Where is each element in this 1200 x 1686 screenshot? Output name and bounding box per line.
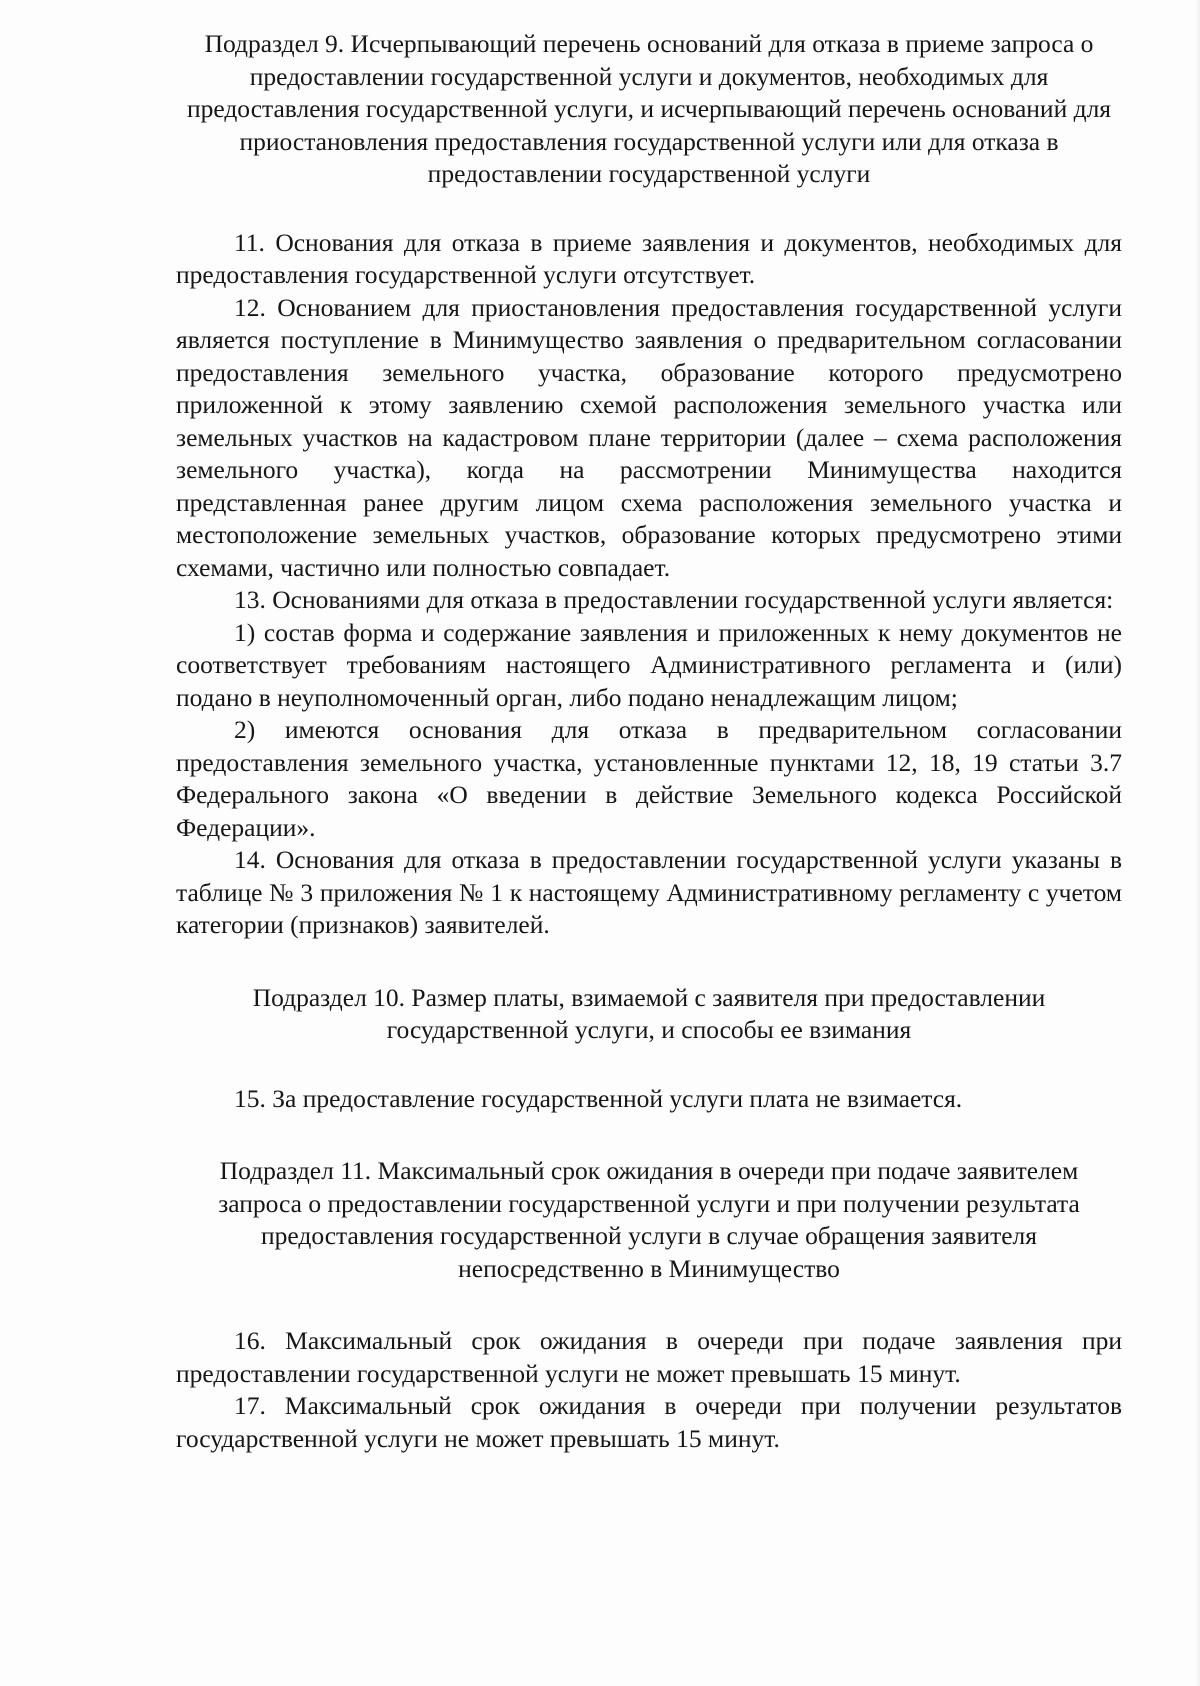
paragraph-16: 16. Максимальный срок ожидания в очереди при подаче заявления при предоставлении государственной услуги не может превышать 15 минут. [176,1326,1122,1388]
subsection-11-heading: Подраздел 11. Максимальный срок ожидания в очереди при подаче заявителем запроса о предоставлении государственной услуги и при получении результата предоставления государственной услуги в случае обращения заявителя непосредственно в Минимущество [218,1156,1080,1283]
subsection-10-heading: Подраздел 10. Размер платы, взимаемой с заявителя при предоставлении государственной услуги, и способы ее взимания [252,982,1046,1044]
subsection-9-heading: Подраздел 9. Исчерпывающий перечень оснований для отказа в приеме запроса о предоставлении государственной услуги и документов, необходимых для предоставления государственной услуги, и исчерпывающий перечень оснований для приостановления предоставления государственной услуги или для отказа в предоставлении государственной услуги [186,29,1112,188]
document-body [176,28,1122,1455]
spacer [176,1115,1122,1155]
paragraph-14: 14. Основания для отказа в предоставлении государственной услуги указаны в таблице № 3 приложения № 1 к настоящему Административному регламенту с учетом категории (признаков) заявителей. [176,845,1122,939]
spacer [176,191,1122,227]
paragraph-13: 13. Основаниями для отказа в предоставлении государственной услуги является: [234,585,1114,614]
spacer [176,1047,1122,1083]
scan-edge-shadow [1194,0,1200,1686]
spacer [176,1285,1122,1325]
paragraph-17: 17. Максимальный срок ожидания в очереди при получении результатов государственной услуги не может превышать 15 минут. [176,1391,1122,1453]
paragraph-12: 12. Основанием для приостановления предоставления государственной услуги является поступление в Минимущество заявления о предварительном согласовании предоставления земельного участка, образование которого предусмотрено приложенной к этому заявлению схемой расположения земельного участка или земельных участков на кадастровом плане территории (далее – схема расположения земельного участка), когда на рассмотрении Минимущества находится представленная ранее другим лицом схема расположения земельного участка и местоположение земельных участков, образование которых предусмотрено этими схемами, частично или полностью совпадает. [176,292,1122,582]
paragraph-11: 11. Основания для отказа в приеме заявления и документов, необходимых для предоставления государственной услуги отсутствует. [176,227,1122,289]
paragraph-13-item-2: 2) имеются основания для отказа в предварительном согласовании предоставления земельного участка, установленные пунктами 12, 18, 19 статьи 3.7 Федерального закона «О введении в действие Земельного кодекса Российской Федерации». [176,715,1122,842]
paragraph-15: 15. За предоставление государственной услуги плата не взимается. [234,1083,963,1113]
spacer [176,942,1122,982]
paragraph-13-item-1: 1) состав форма и содержание заявления и приложенных к нему документов не соответствует требованиям настоящего Административного регламента и (или) подано в неуполномоченный орган, либо подано ненадлежащим лицом; [176,617,1122,712]
